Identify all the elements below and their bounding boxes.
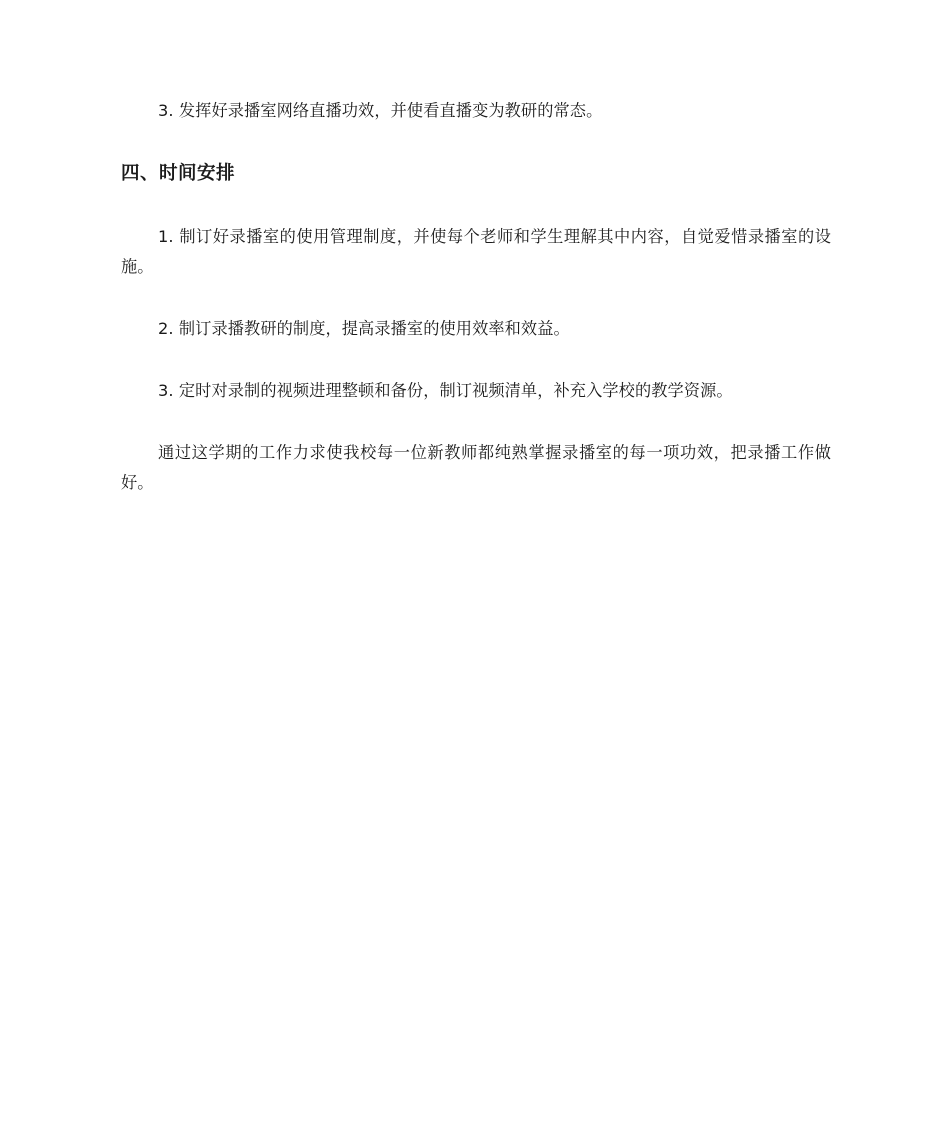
- section-heading-time-schedule: 四、时间安排: [121, 163, 236, 184]
- paragraph-item-3-video-archive: 3. 定时对录制的视频进理整顿和备份，制订视频清单，补充入学校的教学资源。: [158, 381, 733, 400]
- document-body: [121, 96, 831, 498]
- paragraph-item-2-teaching-research-rules: 2. 制订录播教研的制度，提高录播室的使用效率和效益。: [158, 319, 570, 338]
- paragraph-item-3-live-streaming: 3. 发挥好录播室网络直播功效，并使看直播变为教研的常态。: [158, 101, 603, 120]
- paragraph-conclusion: 通过这学期的工作力求使我校每一位新教师都纯熟掌握录播室的每一项功效，把录播工作做好。: [121, 443, 831, 492]
- paragraph-item-1-management-rules: 1. 制订好录播室的使用管理制度，并使每个老师和学生理解其中内容，自觉爱惜录播室的设施。: [121, 227, 831, 276]
